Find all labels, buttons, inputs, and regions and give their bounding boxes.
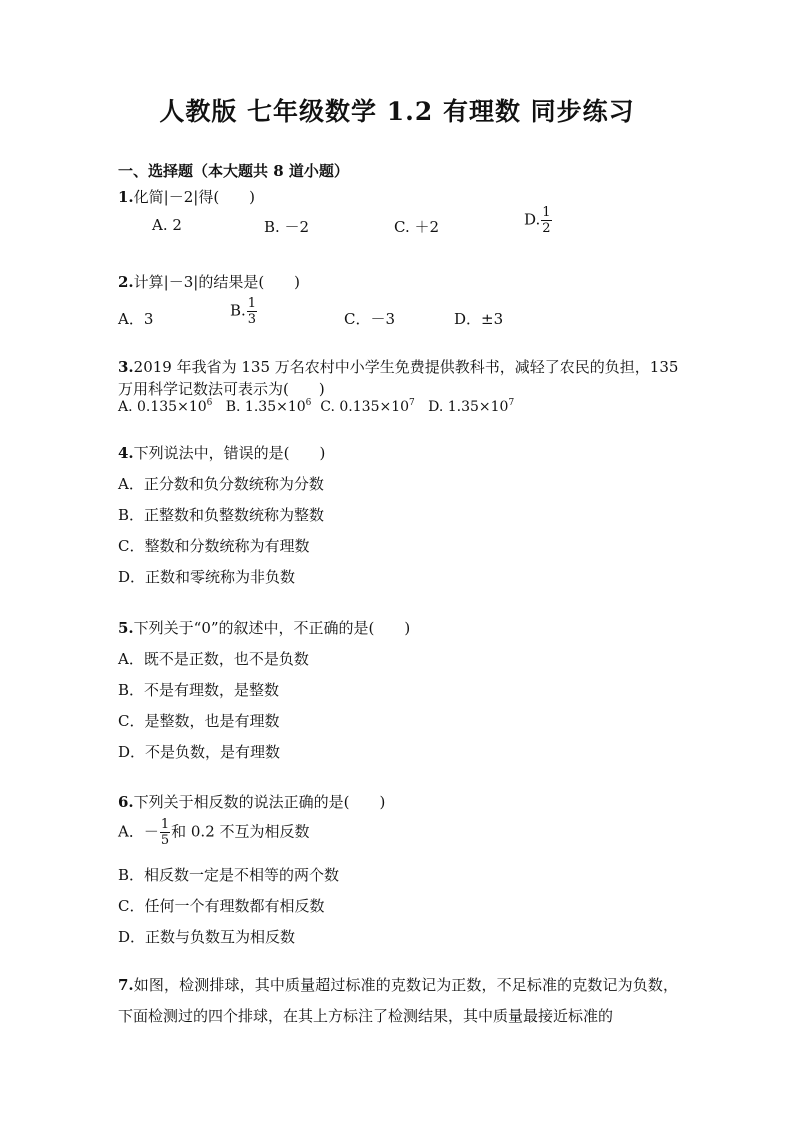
- option-b-text: B. 1.35×10: [225, 399, 306, 415]
- question-3-line-1: [118, 356, 678, 377]
- question-7: [118, 970, 678, 1032]
- option-b: B．不是有理数，是整数: [118, 681, 280, 699]
- option-d: D．±3: [454, 310, 504, 328]
- option-a: A．既不是正数，也不是负数: [118, 650, 309, 668]
- option-text: 和 0.2 不互为相反数: [171, 822, 310, 841]
- question-text: 化简|－2|得( ): [133, 188, 256, 206]
- section-heading: 一、选择题（本大题共 8 道小题）: [118, 162, 349, 180]
- fraction: [160, 817, 170, 848]
- option-a: A．正分数和负分数统称为分数: [118, 475, 324, 493]
- option-d: D．不是负数，是有理数: [118, 743, 281, 761]
- question-text: 计算|－3|的结果是( ): [133, 273, 301, 291]
- fraction-numerator: 1: [160, 817, 170, 832]
- option-c-text: C. 0.135×10: [320, 399, 410, 415]
- question-4: [118, 442, 325, 463]
- question-number: 5.: [118, 619, 134, 637]
- fraction-denominator: 5: [160, 833, 170, 848]
- exponent: 7: [508, 398, 515, 408]
- exponent: 7: [409, 398, 415, 408]
- option-label: D.: [524, 210, 541, 229]
- option-d: D．正数和零统称为非负数: [118, 568, 296, 586]
- option-a: A. 2: [152, 216, 182, 234]
- fraction-numerator: 1: [542, 205, 551, 220]
- option-label: B.: [230, 301, 246, 320]
- question-number: 2.: [118, 273, 134, 291]
- question-text: 下列关于“0”的叙述中，不正确的是( ): [133, 619, 411, 637]
- option-label: A．－: [118, 822, 159, 841]
- option-b: B．正整数和负整数统称为整数: [118, 506, 325, 524]
- page-title: 人教版 七年级数学 1.2 有理数 同步练习: [159, 97, 635, 126]
- option-c: [320, 399, 414, 415]
- question-number: 1.: [118, 188, 134, 206]
- option-c: C．任何一个有理数都有相反数: [118, 897, 325, 915]
- fraction: [541, 205, 551, 236]
- question-text: 下列关于相反数的说法正确的是( ): [133, 793, 386, 811]
- question-text: 下列说法中，错误的是( ): [133, 444, 326, 462]
- question-1: [118, 186, 255, 207]
- option-a: [118, 817, 310, 848]
- option-d: [428, 399, 514, 415]
- option-d: D．正数与负数互为相反数: [118, 928, 296, 946]
- fraction-denominator: 2: [542, 221, 551, 236]
- option-row: [118, 399, 514, 415]
- exponent: 6: [305, 398, 312, 408]
- question-number: 3.: [118, 358, 134, 376]
- question-3-line-2: 万用科学记数法可表示为( ): [118, 380, 325, 398]
- option-d: [524, 205, 553, 236]
- option-b: B．相反数一定是不相等的两个数: [118, 866, 340, 884]
- fraction-numerator: 1: [247, 296, 257, 311]
- option-b: [226, 399, 312, 415]
- question-text: 2019 年我省为 135 万名农村中小学生免费提供教科书，减轻了农民的负担，135: [133, 358, 679, 376]
- question-2: [118, 271, 300, 292]
- option-c: C．是整数，也是有理数: [118, 712, 280, 730]
- question-number: 6.: [118, 793, 134, 811]
- option-a: A．3: [118, 310, 154, 328]
- fraction: [247, 296, 257, 327]
- option-a-text: A. 0.135×10: [118, 399, 207, 415]
- question-text: 如图，检测排球，其中质量超过标准的克数记为正数，不足标准的克数记为负数，下面检测过的四个排球，在其上方标注了检测结果，其中质量最接近标准的: [118, 976, 678, 1025]
- option-c: C．－3: [344, 310, 396, 328]
- question-number: 4.: [118, 444, 134, 462]
- option-b: [230, 296, 258, 327]
- option-c: C. ＋2: [394, 218, 440, 236]
- exponent: 6: [206, 398, 213, 408]
- option-a: [118, 399, 212, 415]
- fraction-denominator: 3: [247, 312, 257, 327]
- question-number: 7.: [118, 976, 134, 994]
- option-d-text: D. 1.35×10: [428, 399, 509, 415]
- option-b: B. －2: [264, 218, 310, 236]
- question-5: [118, 617, 410, 638]
- question-6: [118, 791, 385, 812]
- option-c: C．整数和分数统称为有理数: [118, 537, 310, 555]
